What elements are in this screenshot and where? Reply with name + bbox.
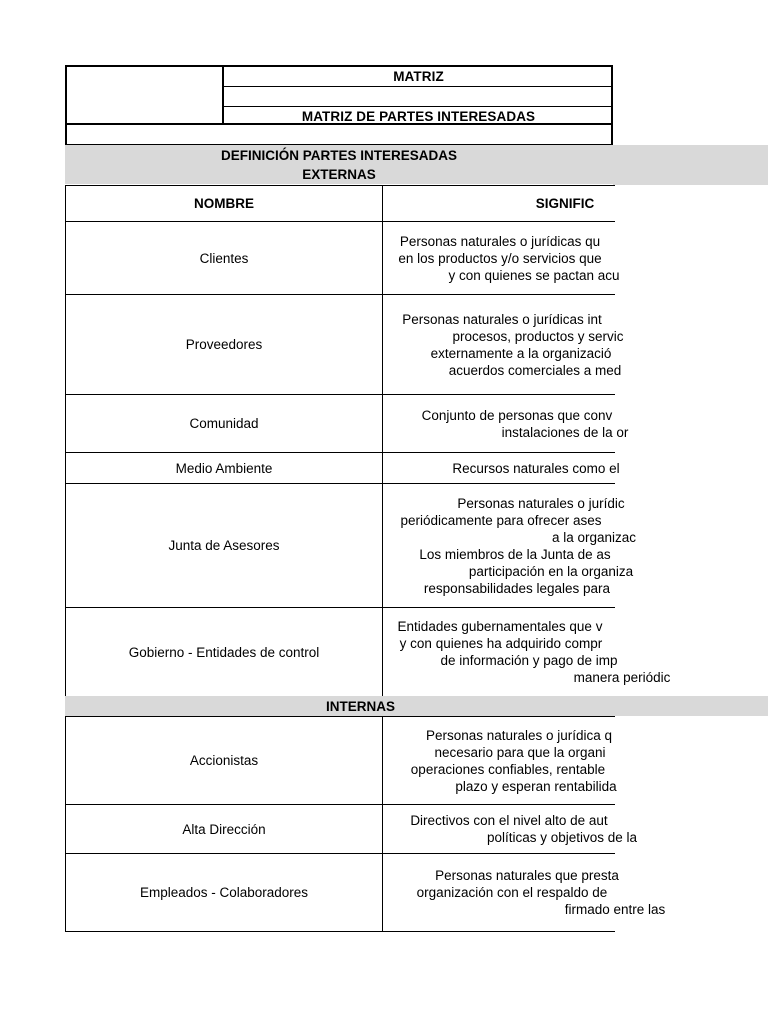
description-line: periódicamente para ofrecer ases <box>400 512 602 528</box>
stakeholder-name: Proveedores <box>66 295 383 395</box>
table-row <box>66 453 616 484</box>
description-line: y con quienes se pactan acu <box>448 267 620 283</box>
stakeholder-name: Alta Dirección <box>66 805 383 854</box>
description-line: manera periódic <box>573 670 671 685</box>
document-header <box>65 65 613 125</box>
header-spacer-row <box>65 125 613 145</box>
description-line: Directivos con el nivel alto de aut <box>410 813 608 828</box>
stakeholder-description <box>383 854 666 932</box>
description-line: acuerdos comerciales a med <box>448 362 622 378</box>
stakeholder-description <box>383 717 616 805</box>
description-line: Recursos naturales como el <box>452 460 620 476</box>
description-line: Entidades gubernamentales que v <box>397 619 603 634</box>
internas-table <box>65 716 666 932</box>
description-line: operaciones confiables, rentable <box>410 761 606 777</box>
description-line: plazo y esperan rentabilida <box>455 778 617 794</box>
table-row <box>66 395 616 453</box>
description-line: Personas naturales o jurídicas int <box>402 311 602 327</box>
section-title: DEFINICIÓN PARTES INTERESADAS <box>65 145 613 165</box>
stakeholder-name: Gobierno - Entidades de control <box>66 608 383 697</box>
description-line: procesos, productos y servic <box>452 328 624 344</box>
stakeholder-name: Medio Ambiente <box>66 453 383 484</box>
logo-cell <box>67 67 224 125</box>
stakeholder-name: Junta de Asesores <box>66 484 383 608</box>
table-row <box>66 805 616 854</box>
description-line: Personas naturales o jurídica q <box>425 727 613 743</box>
header-line-2 <box>224 87 613 107</box>
stakeholder-name: Accionistas <box>66 717 383 805</box>
description-line: firmado entre las <box>564 902 666 917</box>
table-row <box>66 854 616 932</box>
description-line: externamente a la organizació <box>430 345 612 361</box>
description-line: responsabilidades legales para <box>423 580 611 596</box>
stakeholder-name: Comunidad <box>66 395 383 453</box>
stakeholder-name: Empleados - Colaboradores <box>66 854 383 932</box>
description-line: de información y pago de imp <box>440 653 618 668</box>
description-line: Personas naturales o jurídicas qu <box>399 233 601 249</box>
table-row <box>66 222 616 295</box>
stakeholder-description <box>383 395 629 453</box>
stakeholder-name: Clientes <box>66 222 383 295</box>
document-title: MATRIZ DE PARTES INTERESADAS <box>301 108 536 124</box>
column-header-significado <box>383 186 616 222</box>
stakeholder-description <box>383 222 620 295</box>
description-line: Conjunto de personas que conv <box>421 407 613 423</box>
stakeholder-description <box>383 805 638 854</box>
description-line: necesario para que la organi <box>434 744 606 760</box>
description-line: y con quienes ha adquirido compr <box>399 636 603 651</box>
table-row <box>66 295 616 395</box>
column-header-nombre: NOMBRE <box>66 186 383 222</box>
description-line: instalaciones de la or <box>501 424 629 440</box>
externas-table <box>65 185 671 697</box>
header-line-1: MATRIZ <box>224 67 613 87</box>
description-line: Los miembros de la Junta de as <box>419 546 611 562</box>
externas-header: EXTERNAS <box>65 165 613 185</box>
table-row <box>66 484 616 608</box>
description-line: organización con el respaldo de <box>416 885 608 900</box>
description-line: a la organizac <box>551 529 637 545</box>
stakeholder-description <box>383 295 624 395</box>
description-line: Personas naturales o jurídic <box>457 495 625 511</box>
internas-header <box>65 696 768 716</box>
description-line: en los productos y/o servicios que <box>398 250 602 266</box>
stakeholder-description <box>383 453 620 484</box>
internas-header-text: INTERNAS <box>325 698 395 714</box>
section-band-extension <box>613 145 768 185</box>
description-line: políticas y objetivos de la <box>486 830 638 845</box>
table-header-row <box>66 186 616 222</box>
stakeholder-description <box>383 484 637 608</box>
column-header-significado-text: SIGNIFIC <box>535 196 595 211</box>
table-row <box>66 717 616 805</box>
description-line: Personas naturales que presta <box>435 868 619 883</box>
stakeholder-description <box>383 608 671 697</box>
description-line: participación en la organiza <box>468 563 634 579</box>
table-row <box>66 608 616 697</box>
